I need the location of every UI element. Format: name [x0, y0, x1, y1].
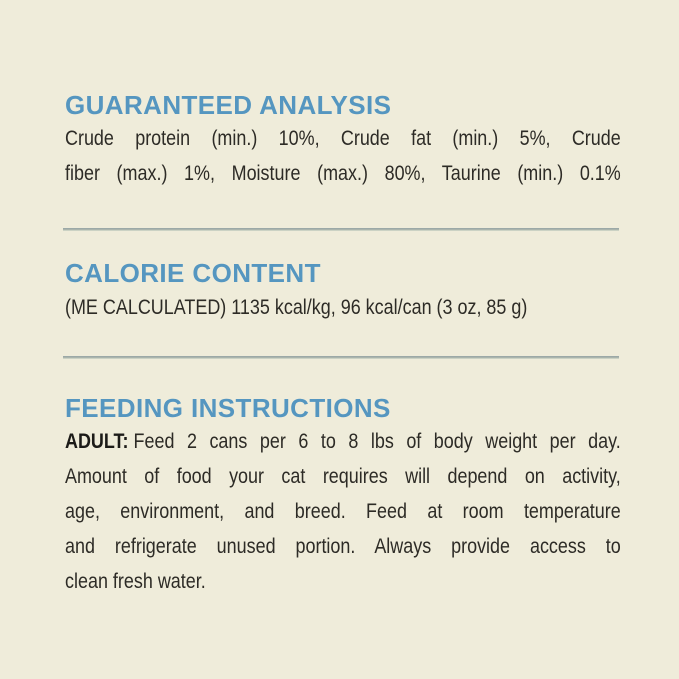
feeding-instructions-line-1	[65, 424, 621, 459]
feeding-instructions-line-5: clean fresh water.	[65, 570, 206, 593]
calorie-content-line-1: (ME CALCULATED) 1135 kcal/kg, 96 kcal/can (3 oz, 85 g)	[65, 296, 528, 319]
guaranteed-analysis-line-2: fiber (max.) 1%, Moisture (max.) 80%, Taurine (min.) 0.1%	[65, 162, 621, 185]
section-divider	[63, 228, 619, 231]
calorie-content-text	[65, 290, 621, 325]
adult-label: ADULT:	[65, 430, 129, 453]
guaranteed-analysis-heading: GUARANTEED ANALYSIS	[65, 90, 392, 120]
guaranteed-analysis-line-1: Crude protein (min.) 10%, Crude fat (min.) 5%, Crude	[65, 127, 621, 150]
calorie-content-heading: CALORIE CONTENT	[65, 258, 321, 288]
feeding-instructions-line-4: and refrigerate unused portion. Always provide access to	[65, 535, 621, 558]
feeding-instructions-line-3: age, environment, and breed. Feed at room temperature	[65, 500, 621, 523]
feeding-instructions-line-2: Amount of food your cat requires will depend on activity,	[65, 465, 621, 488]
feeding-instructions-heading: FEEDING INSTRUCTIONS	[65, 393, 391, 423]
section-divider	[63, 356, 619, 359]
feeding-instructions-text	[65, 424, 621, 599]
feeding-instructions-line-1-text: Feed 2 cans per 6 to 8 lbs of body weight per day.	[133, 430, 621, 453]
guaranteed-analysis-text	[65, 121, 621, 191]
